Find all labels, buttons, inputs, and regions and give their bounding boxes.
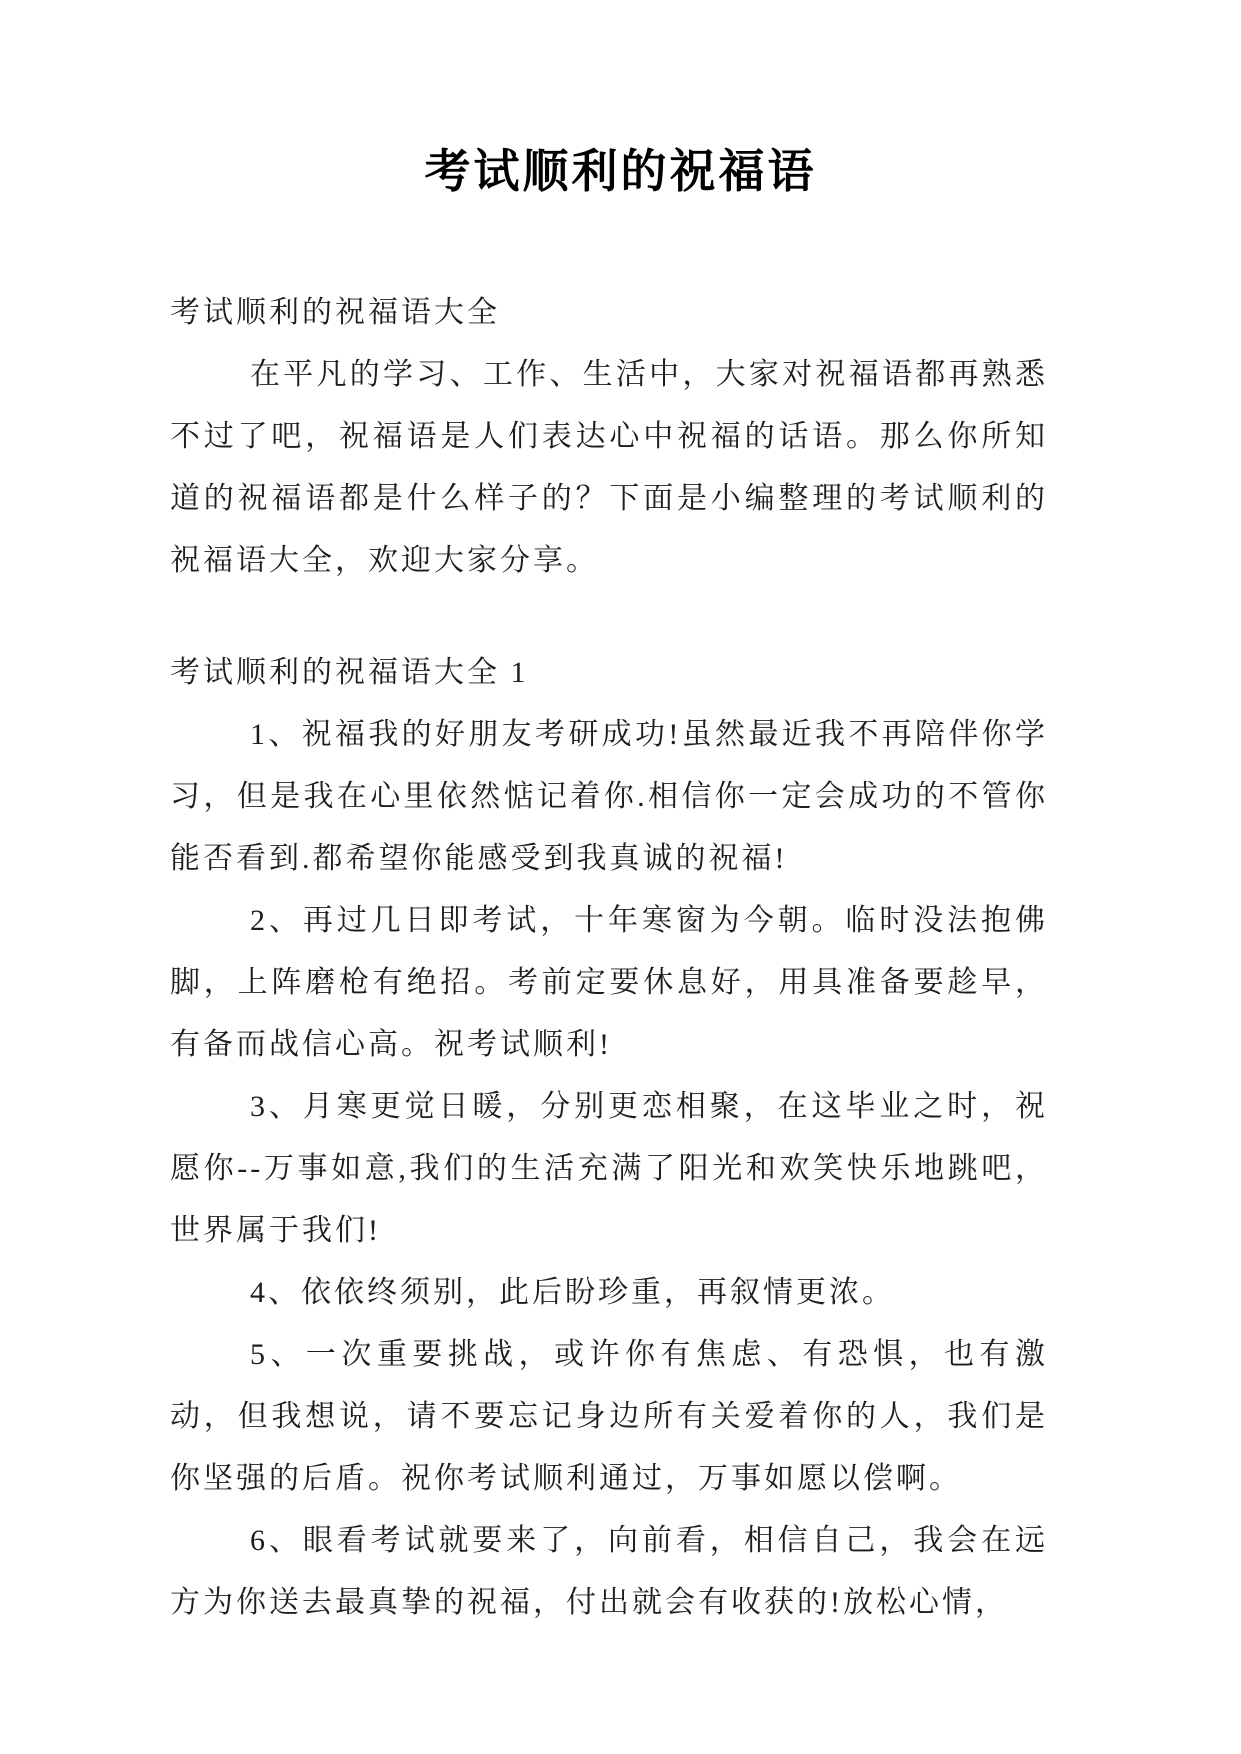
document-title: 考试顺利的祝福语 <box>424 146 817 197</box>
intro-heading: 考试顺利的祝福语大全 <box>170 295 500 329</box>
blessing-item-3: 3、月寒更觉日暖，分别更恋相聚，在这毕业之时，祝愿你--万事如意,我们的生活充满了阳光和欢笑快乐地跳吧，世界属于我们! <box>170 1089 1048 1247</box>
intro-paragraph: 在平凡的学习、工作、生活中，大家对祝福语都再熟悉不过了吧，祝福语是人们表达心中祝福的话语。那么你所知道的祝福语都是什么样子的？下面是小编整理的考试顺利的祝福语大全，欢迎大家分享。 <box>170 357 1048 577</box>
section-heading-1: 考试顺利的祝福语大全 1 <box>170 655 529 689</box>
blessing-item-1: 1、祝福我的好朋友考研成功!虽然最近我不再陪伴你学习，但是我在心里依然惦记着你.相信你一定会成功的不管你能否看到.都希望你能感受到我真诚的祝福! <box>170 717 1048 875</box>
blessing-item-4: 4、依依终须别，此后盼珍重，再叙情更浓。 <box>250 1275 895 1309</box>
blessing-item-5: 5、一次重要挑战，或许你有焦虑、有恐惧，也有激动，但我想说，请不要忘记身边所有关爱着你的人，我们是你坚强的后盾。祝你考试顺利通过，万事如愿以偿啊。 <box>170 1337 1048 1495</box>
blessing-item-2: 2、再过几日即考试，十年寒窗为今朝。临时没法抱佛脚，上阵磨枪有绝招。考前定要休息好，用具准备要趁早，有备而战信心高。祝考试顺利! <box>170 903 1048 1061</box>
blank-line <box>170 592 1048 642</box>
document-body <box>170 282 1048 1634</box>
blessing-item-6: 6、眼看考试就要来了，向前看，相信自己，我会在远方为你送去最真挚的祝福，付出就会有收获的!放松心情， <box>170 1523 1048 1619</box>
